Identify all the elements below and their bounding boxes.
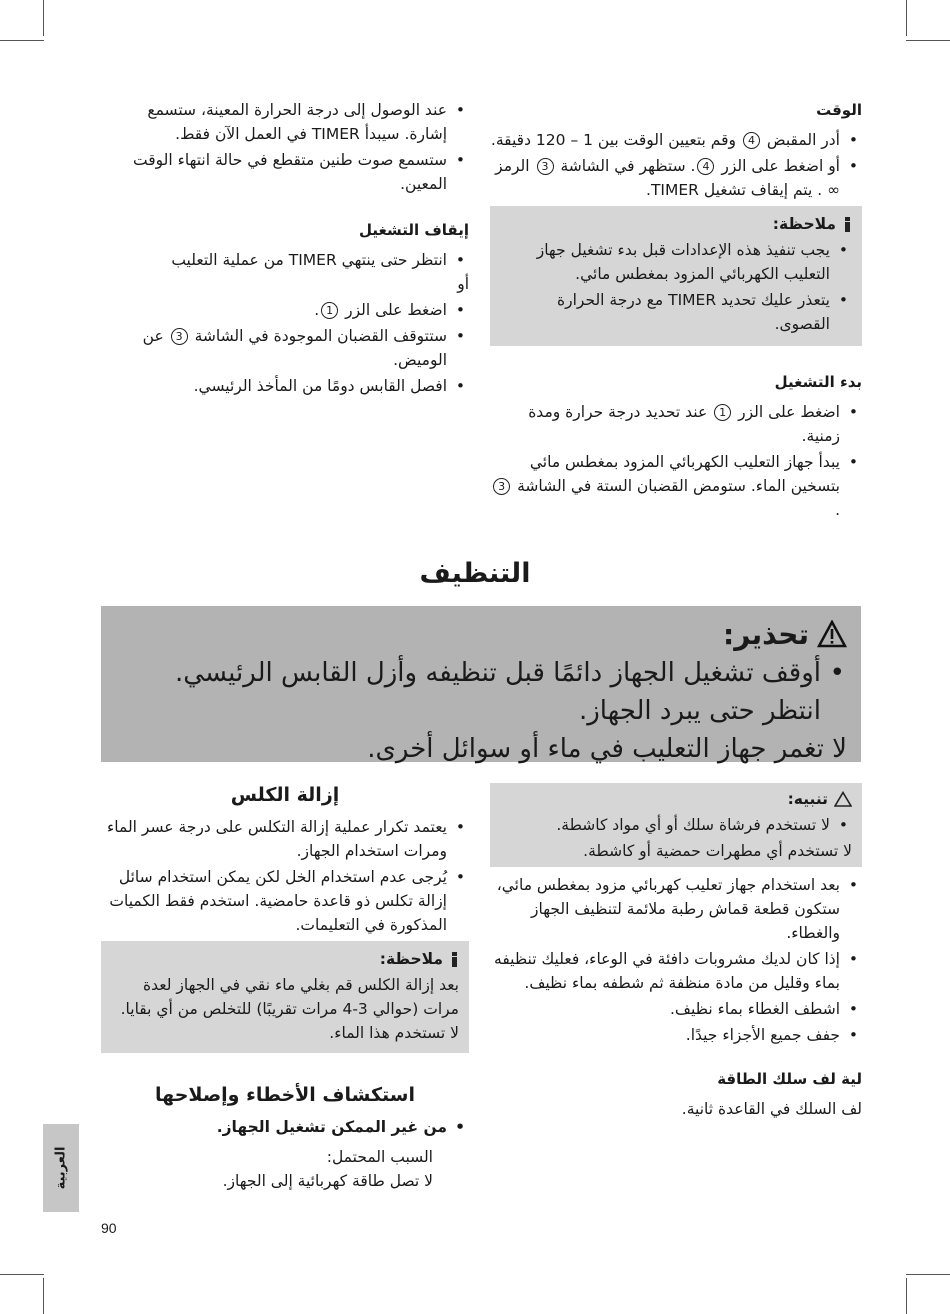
- info-icon: [842, 217, 852, 232]
- crop-mark: [0, 40, 44, 41]
- crop-mark: [906, 0, 907, 36]
- troubleshooting-bullet: • من غير الممكن تشغيل الجهاز.: [101, 1115, 469, 1139]
- crop-mark: [906, 40, 950, 41]
- caution-heading: تنبيه:: [500, 787, 852, 811]
- signal-bullet: • عند الوصول إلى درجة الحرارة المعينة، ستسمع إشارة. سيبدأ TIMER في العمل الآن فقط.: [101, 98, 469, 146]
- button-number-badge: 1: [321, 302, 338, 319]
- buzzer-bullet: • ستسمع صوت طنين متقطع في حالة انتهاء الوقت المعين.: [101, 148, 469, 196]
- cleaning-column: [490, 783, 862, 1121]
- cleaning-title: التنظيف: [419, 558, 531, 589]
- page-number: 90: [101, 1220, 117, 1236]
- display-number-badge: 3: [537, 158, 554, 175]
- timer-bullet-2: • أو اضغط على الزر 4. ستظهر في الشاشة 3 الرمز ∞ . يتم إيقاف تشغيل TIMER.: [490, 154, 862, 202]
- start-heading: بدء التشغيل: [774, 373, 862, 391]
- crop-mark: [43, 0, 44, 36]
- stop-bullet-4: • افصل القابس دومًا من المأخذ الرئيسي.: [101, 374, 469, 398]
- button-number-badge: 4: [697, 158, 714, 175]
- note-text: بعد إزالة الكلس قم بغلي ماء نقي في الجهاز لعدة مرات (حوالي 3-4 مرات تقريبًا) للتخلص من أي بقايا. لا تستخدم هذا الماء.: [120, 976, 459, 1042]
- note-item: • يتعذر عليك تحديد TIMER مع درجة الحرارة القصوى.: [500, 288, 852, 336]
- warning-triangle-icon: [817, 620, 847, 648]
- warning-line-1: • أوقف تشغيل الجهاز دائمًا قبل تنظيفه وأزل القابس الرئيسي. انتظر حتى يبرد الجهاز.: [115, 654, 847, 730]
- warning-heading: تحذير:: [115, 614, 847, 654]
- caution-item: • لا تستخدم فرشاة سلك أو أي مواد كاشطة.: [500, 813, 852, 837]
- button-number-badge: 1: [714, 404, 731, 421]
- language-tab: العربية: [43, 1124, 79, 1212]
- display-number-badge: 3: [493, 478, 510, 495]
- descaling-column: [101, 783, 469, 1193]
- descaling-bullet-1: • يعتمد تكرار عملية إزالة التكلس على درجة عسر الماء ومرات استخدام الجهاز.: [101, 815, 469, 863]
- note-box: [490, 206, 862, 346]
- stop-bullet-2: • اضغط على الزر 1.: [101, 298, 469, 322]
- caution-triangle-icon: [834, 791, 852, 807]
- display-number-badge: 3: [171, 328, 188, 345]
- warning-box: [101, 606, 861, 762]
- descaling-bullet-2: • يُرجى عدم استخدام الخل لكن يمكن استخدام سائل إزالة تكلس ذو قاعدة حامضية. استخدم فقط الكميات المذكورة في التعليمات.: [101, 865, 469, 937]
- crop-mark: [0, 1274, 44, 1275]
- warning-line-2: لا تغمر جهاز التعليب في ماء أو سوائل أخرى.: [367, 734, 847, 764]
- note-box: [101, 941, 469, 1053]
- descaling-title: إزالة الكلس: [230, 784, 340, 806]
- stop-bullet-1: • انتظر حتى ينتهي TIMER من عملية التعليب: [101, 248, 469, 272]
- crop-mark: [43, 1278, 44, 1314]
- stop-bullet-3: • ستتوقف القضبان الموجودة في الشاشة 3 عن الوميض.: [101, 324, 469, 372]
- start-bullet-2: • يبدأ جهاز التعليب الكهربائي المزود بمغطس مائي بتسخين الماء. ستومض القضبان الستة في الشاشة 3.: [490, 450, 862, 522]
- cleaning-bullet-3: • اشطف الغطاء بماء نظيف.: [490, 997, 862, 1021]
- button-number-badge: 4: [743, 132, 760, 149]
- cleaning-bullet-4: • جفف جميع الأجزاء جيدًا.: [490, 1023, 862, 1047]
- caution-box: [490, 783, 862, 867]
- note-heading: ملاحظة:: [500, 212, 852, 236]
- or-text: أو: [457, 275, 469, 293]
- cord-text: لف السلك في القاعدة ثانية.: [681, 1100, 862, 1118]
- cause-label: السبب المحتمل:: [326, 1148, 433, 1166]
- stop-column: [101, 98, 469, 400]
- timer-column: [490, 98, 862, 524]
- start-bullet-1: • اضغط على الزر 1 عند تحديد درجة حرارة ومدة زمنية.: [490, 400, 862, 448]
- timer-bullet-1: • أدر المقبض 4 وقم بتعيين الوقت بين 1 – 120 دقيقة.: [490, 128, 862, 152]
- caution-line: لا تستخدم أي مطهرات حمضية أو كاشطة.: [583, 842, 852, 860]
- crop-mark: [906, 1274, 950, 1275]
- note-item: • يجب تنفيذ هذه الإعدادات قبل بدء تشغيل جهاز التعليب الكهربائي المزود بمغطس مائي.: [500, 238, 852, 286]
- stop-heading: إيقاف التشغيل: [359, 221, 469, 239]
- timer-heading: الوقت: [816, 101, 862, 119]
- info-icon: [449, 952, 459, 967]
- cleaning-bullet-1: • بعد استخدام جهاز تعليب كهربائي مزود بمغطس مائي، ستكون قطعة قماش رطبة ملائمة لتنظيف الجهاز والغطاء.: [490, 873, 862, 945]
- troubleshooting-title: استكشاف الأخطاء وإصلاحها: [155, 1084, 415, 1106]
- crop-mark: [906, 1278, 907, 1314]
- cause-text: لا تصل طاقة كهربائية إلى الجهاز.: [222, 1172, 433, 1190]
- cord-heading: لية لف سلك الطاقة: [717, 1070, 862, 1088]
- cleaning-bullet-2: • إذا كان لديك مشروبات دافئة في الوعاء، فعليك تنظيفه بماء وقليل من مادة منظفة ثم شطفه بماء نظيف.: [490, 947, 862, 995]
- note-heading: ملاحظة:: [111, 947, 459, 971]
